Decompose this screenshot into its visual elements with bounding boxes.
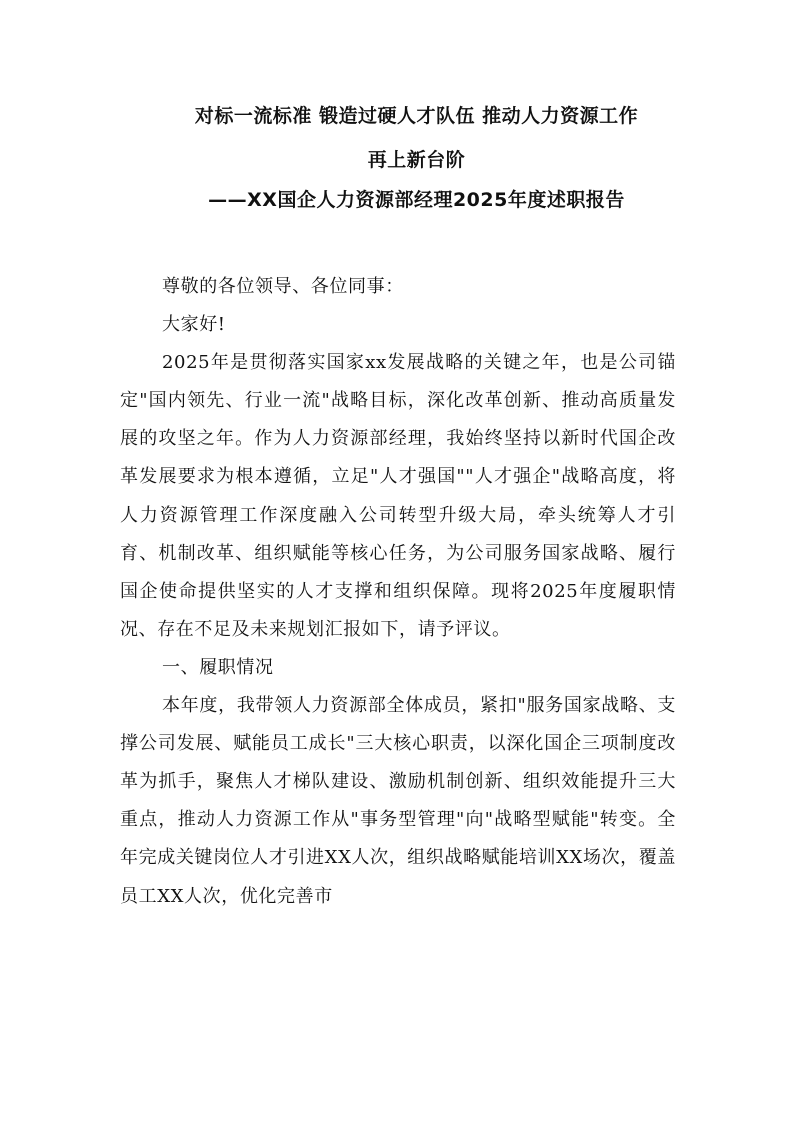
salutation: 尊敬的各位领导、各位同事：: [162, 276, 404, 297]
report-body: [120, 268, 676, 916]
intro-paragraph: 2025年是贯彻落实国家xx发展战略的关键之年，也是公司锚定"国内领先、行业一流"战略目标，深化改革创新、推动高质量发展的攻坚之年。作为人力资源部经理，我始终坚持以新时代国企改革发展要求为根本遵循，立足"人才强国""人才强企"战略高度，将人力资源管理工作深度融入公司转型升级大局，牵头统筹人才引育、机制改革、组织赋能等核心任务，为公司服务国家战略、履行国企使命提供坚实的人才支撑和组织保障。现将2025年度履职情况、存在不足及未来规划汇报如下，请予评议。: [120, 352, 676, 640]
performance-paragraph: 本年度，我带领人力资源部全体成员，紧扣"服务国家战略、支撑公司发展、赋能员工成长"三大核心职责，以深化国企三项制度改革为抓手，聚焦人才梯队建设、激励机制创新、组织效能提升三大重点，推动人力资源工作从"事务型管理"向"战略型赋能"转变。全年完成关键岗位人才引进XX人次，组织战略赋能培训XX场次，覆盖员工XX人次，优化完善市: [120, 695, 676, 907]
section-heading-performance: 一、履职情况: [162, 656, 274, 678]
greeting: 大家好!: [162, 314, 226, 336]
title-subtitle: ——XX国企人力资源部经理2025年度述职报告: [208, 189, 625, 211]
title-line-1: 对标一流标准 锻造过硬人才队伍 推动人力资源工作: [194, 105, 639, 127]
title-line-2: 再上新台阶: [367, 149, 466, 171]
